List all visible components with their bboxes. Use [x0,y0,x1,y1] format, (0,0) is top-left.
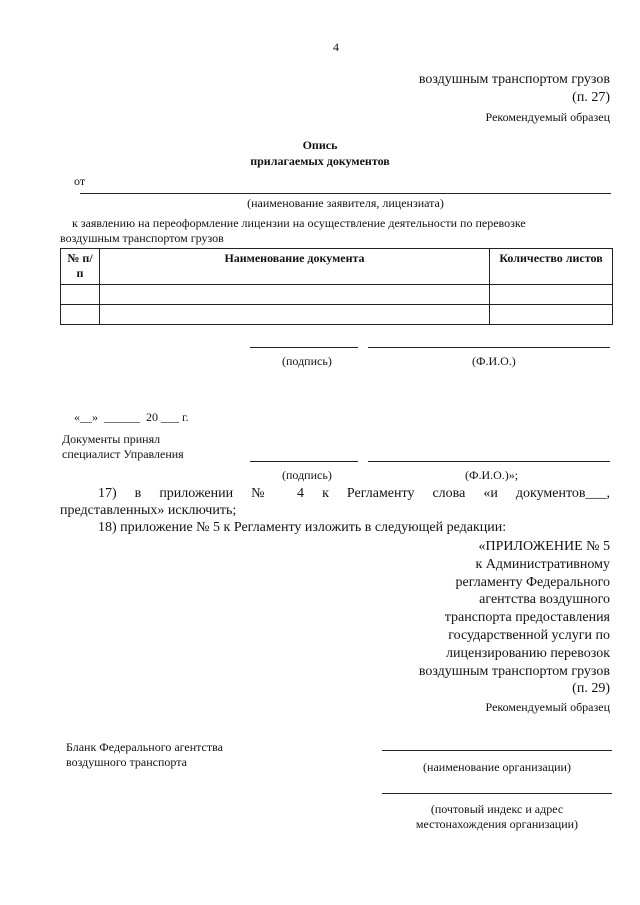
blank-line-2: воздушного транспорта [66,755,187,769]
statement-line-2: воздушным транспортом грузов [60,231,224,245]
table-cell [61,305,100,325]
table-cell [490,305,613,325]
table-cell [61,285,100,305]
documents-table [60,248,613,325]
applicant-line [80,193,611,194]
date-line: «__» ______ 20 ___ г. [74,410,189,424]
header-line-2: (п. 27) [572,90,610,105]
item-17-line-2: представленных» исключить; [60,503,237,518]
table-cell [490,285,613,305]
appendix-line: регламенту Федерального [455,574,610,590]
appendix-line: «ПРИЛОЖЕНИЕ № 5 [478,539,610,554]
table-row [61,305,613,325]
table-cell [100,285,490,305]
item-17-line-1: 17) в приложении № 4 к Регламенту слова «и документов___, [98,486,610,501]
blank-line-1: Бланк Федерального агентства [66,740,223,754]
from-label: от [74,174,86,188]
statement-line-1: к заявлению на переоформление лицензии на осуществление деятельности по перевозке [72,216,526,230]
fio-caption: (Ф.И.О.) [472,354,516,368]
header-recommended: Рекомендуемый образец [485,110,610,124]
appendix-line: агентства воздушного [479,592,610,608]
col-number-header: № п/п [61,249,100,285]
address-caption-2: местонахождения организации) [415,817,579,831]
fio-caption-2: (Ф.И.О.)»; [465,468,519,482]
accepted-line-1: Документы принял [62,432,161,446]
org-line [382,750,612,751]
item-18: 18) приложение № 5 к Регламенту изложить в следующей редакции: [98,520,507,535]
table-row [61,285,613,305]
col-sheets-header: Количество листов [490,249,613,285]
header-line-1: воздушным транспортом грузов [418,72,610,87]
inventory-title: Опись [302,138,338,152]
appendix-line: (п. 29) [572,681,610,697]
address-line [382,793,612,794]
signature-caption: (подпись) [282,354,332,368]
org-caption: (наименование организации) [423,760,571,774]
appendix-recommended: Рекомендуемый образец [485,700,610,714]
appendix-line: транспорта предоставления [444,610,610,626]
signature-line [250,347,358,348]
signature-line-2 [250,461,358,462]
appendix-line: воздушным транспортом грузов [418,663,610,679]
applicant-caption: (наименование заявителя, лицензиата) [247,196,444,210]
fio-line [368,347,610,348]
table-cell [100,305,490,325]
address-caption-1: (почтовый индекс и адрес [430,802,564,816]
fio-line-2 [368,461,610,462]
page-number: 4 [333,40,339,54]
col-document-name-header: Наименование документа [100,249,490,285]
accepted-line-2: специалист Управления [62,447,184,461]
inventory-subtitle: прилагаемых документов [250,154,390,168]
signature-caption-2: (подпись) [282,468,332,482]
appendix-line: к Административному [475,556,610,572]
appendix-block [419,538,610,698]
appendix-line: лицензированию перевозок [446,645,610,661]
appendix-line: государственной услуги по [448,627,610,643]
